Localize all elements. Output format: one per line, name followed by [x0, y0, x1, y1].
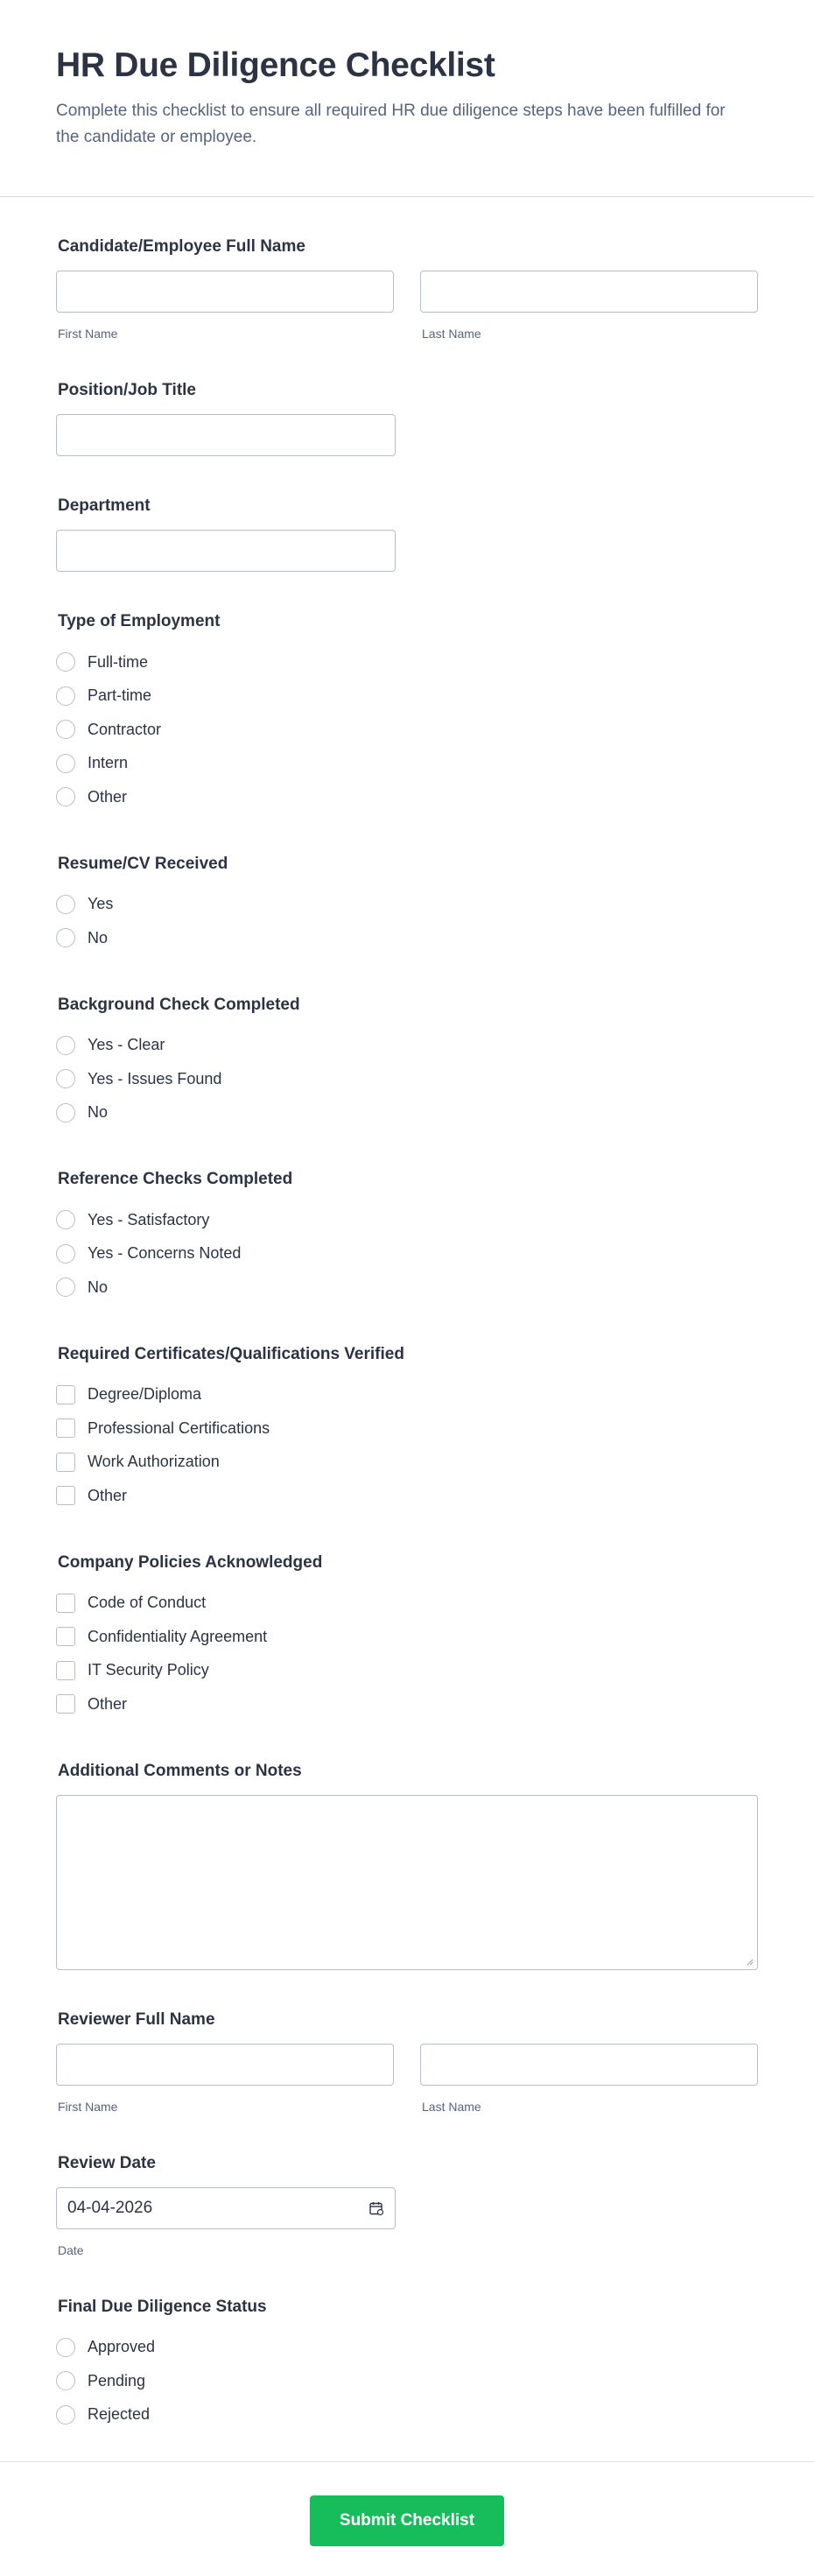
field-label: Reference Checks Completed [58, 1170, 293, 1188]
position-field [56, 341, 758, 456]
radio-button[interactable] [56, 2371, 75, 2390]
option-label: Part-time [88, 686, 152, 705]
radio-button[interactable] [56, 1036, 75, 1055]
radio-button[interactable] [56, 1210, 75, 1229]
radio-option[interactable] [56, 1029, 758, 1063]
field-label: Reviewer Full Name [58, 2009, 215, 2029]
field-label: Required Certificates/Qualifications Verified [58, 1344, 404, 1363]
radio-button[interactable] [56, 1069, 75, 1088]
radio-button[interactable] [56, 1103, 75, 1123]
checkbox-option[interactable] [56, 1378, 758, 1412]
checkbox[interactable] [56, 1627, 75, 1646]
position-input[interactable] [56, 414, 396, 456]
background-check-field [56, 955, 758, 1130]
radio-button[interactable] [56, 754, 75, 773]
radio-button[interactable] [56, 1244, 75, 1263]
certificates-field [56, 1305, 758, 1513]
reviewer-last-name-input[interactable] [420, 2044, 758, 2086]
field-label: Additional Comments or Notes [58, 1761, 302, 1780]
page-subtitle: Complete this checklist to ensure all required HR due diligence steps have been fulfilled for the candidate or employee. [56, 102, 726, 146]
field-label: Position/Job Title [58, 381, 196, 399]
calendar-icon[interactable] [368, 2200, 384, 2216]
radio-option[interactable] [56, 888, 758, 922]
radio-option[interactable] [56, 921, 758, 955]
checkbox[interactable] [56, 1453, 75, 1472]
option-label: Pending [88, 2371, 146, 2389]
department-field [56, 456, 758, 572]
radio-option[interactable] [56, 645, 758, 679]
submit-button[interactable]: Submit Checklist [310, 2495, 504, 2546]
final-status-field [56, 2257, 758, 2432]
checkbox-option[interactable] [56, 1587, 758, 1621]
checkbox[interactable] [56, 1694, 75, 1714]
policies-field [56, 1513, 758, 1721]
checkbox[interactable] [56, 1486, 75, 1505]
option-label: No [88, 1103, 109, 1122]
radio-option[interactable] [56, 1062, 758, 1096]
resume-field [56, 814, 758, 955]
option-label: Yes - Concerns Noted [88, 1244, 242, 1263]
form-body [0, 197, 814, 2432]
comments-field [56, 1721, 758, 1970]
candidate-first-name-input[interactable] [56, 271, 394, 313]
option-label: Professional Certifications [88, 1418, 270, 1437]
form-header [0, 0, 814, 197]
field-label: Company Policies Acknowledged [58, 1552, 323, 1572]
radio-option[interactable] [56, 679, 758, 714]
checkbox[interactable] [56, 1418, 75, 1438]
checkbox-option[interactable] [56, 1411, 758, 1446]
candidate-name-field [56, 197, 758, 341]
checkbox[interactable] [56, 1661, 75, 1680]
option-label: No [88, 928, 109, 947]
option-label: No [88, 1277, 109, 1296]
radio-option[interactable] [56, 780, 758, 814]
option-label: Code of Conduct [88, 1594, 207, 1612]
page-title: HR Due Diligence Checklist [56, 46, 495, 84]
option-label: Work Authorization [88, 1453, 220, 1471]
radio-button[interactable] [56, 895, 75, 914]
radio-button[interactable] [56, 787, 75, 806]
option-label: Yes - Satisfactory [88, 1210, 210, 1228]
field-label: Background Check Completed [58, 995, 300, 1014]
radio-option[interactable] [56, 2364, 758, 2398]
department-input[interactable] [56, 530, 396, 572]
radio-button[interactable] [56, 686, 75, 706]
reviewer-name-field [56, 1970, 758, 2114]
radio-button[interactable] [56, 652, 75, 672]
checkbox-option[interactable] [56, 1654, 758, 1688]
option-label: Yes - Issues Found [88, 1069, 222, 1087]
option-label: Rejected [88, 2405, 151, 2424]
reviewer-first-name-input[interactable] [56, 2044, 394, 2086]
radio-option[interactable] [56, 1270, 758, 1305]
option-label: Degree/Diploma [88, 1385, 202, 1404]
field-label: Candidate/Employee Full Name [58, 237, 305, 256]
radio-option[interactable] [56, 1237, 758, 1271]
radio-option[interactable] [56, 2398, 758, 2432]
radio-option[interactable] [56, 2331, 758, 2365]
option-label: IT Security Policy [88, 1661, 209, 1679]
field-label: Final Due Diligence Status [58, 2297, 267, 2316]
field-label: Resume/CV Received [58, 854, 228, 873]
option-label: Yes - Clear [88, 1036, 165, 1054]
option-label: Full-time [88, 652, 149, 671]
checkbox-option[interactable] [56, 1620, 758, 1654]
candidate-last-name-input[interactable] [420, 271, 758, 313]
option-label: Yes [88, 895, 114, 913]
employment-type-field [56, 572, 758, 814]
checkbox[interactable] [56, 1594, 75, 1613]
first-name-sublabel: First Name [58, 327, 118, 341]
checkbox[interactable] [56, 1385, 75, 1404]
radio-button[interactable] [56, 928, 75, 947]
comments-textarea[interactable] [56, 1795, 758, 1970]
form-footer [0, 2461, 814, 2546]
radio-button[interactable] [56, 1277, 75, 1297]
radio-option[interactable] [56, 747, 758, 781]
resize-handle-icon[interactable] [747, 1959, 754, 1966]
review-date-field [56, 2114, 758, 2257]
review-date-input[interactable] [56, 2187, 396, 2229]
option-label: Other [88, 1694, 128, 1713]
checkbox-option[interactable] [56, 1687, 758, 1721]
date-sublabel: Date [58, 2242, 84, 2257]
checkbox-option[interactable] [56, 1446, 758, 1480]
date-value: 04-04-2026 [67, 2198, 153, 2217]
option-label: Contractor [88, 720, 162, 738]
radio-button[interactable] [56, 720, 75, 739]
reference-checks-field [56, 1130, 758, 1305]
radio-option[interactable] [56, 1096, 758, 1130]
option-label: Confidentiality Agreement [88, 1627, 268, 1645]
last-name-sublabel: Last Name [422, 327, 481, 341]
radio-button[interactable] [56, 2405, 75, 2425]
radio-option[interactable] [56, 1203, 758, 1237]
option-label: Intern [88, 754, 129, 772]
field-label: Department [58, 496, 151, 515]
option-label: Other [88, 1486, 128, 1504]
option-label: Other [88, 787, 128, 806]
radio-button[interactable] [56, 2338, 75, 2357]
field-label: Type of Employment [58, 612, 221, 630]
first-name-sublabel: First Name [58, 2099, 118, 2114]
checkbox-option[interactable] [56, 1479, 758, 1513]
option-label: Approved [88, 2338, 156, 2356]
last-name-sublabel: Last Name [422, 2099, 481, 2114]
radio-option[interactable] [56, 713, 758, 747]
field-label: Review Date [58, 2153, 156, 2172]
